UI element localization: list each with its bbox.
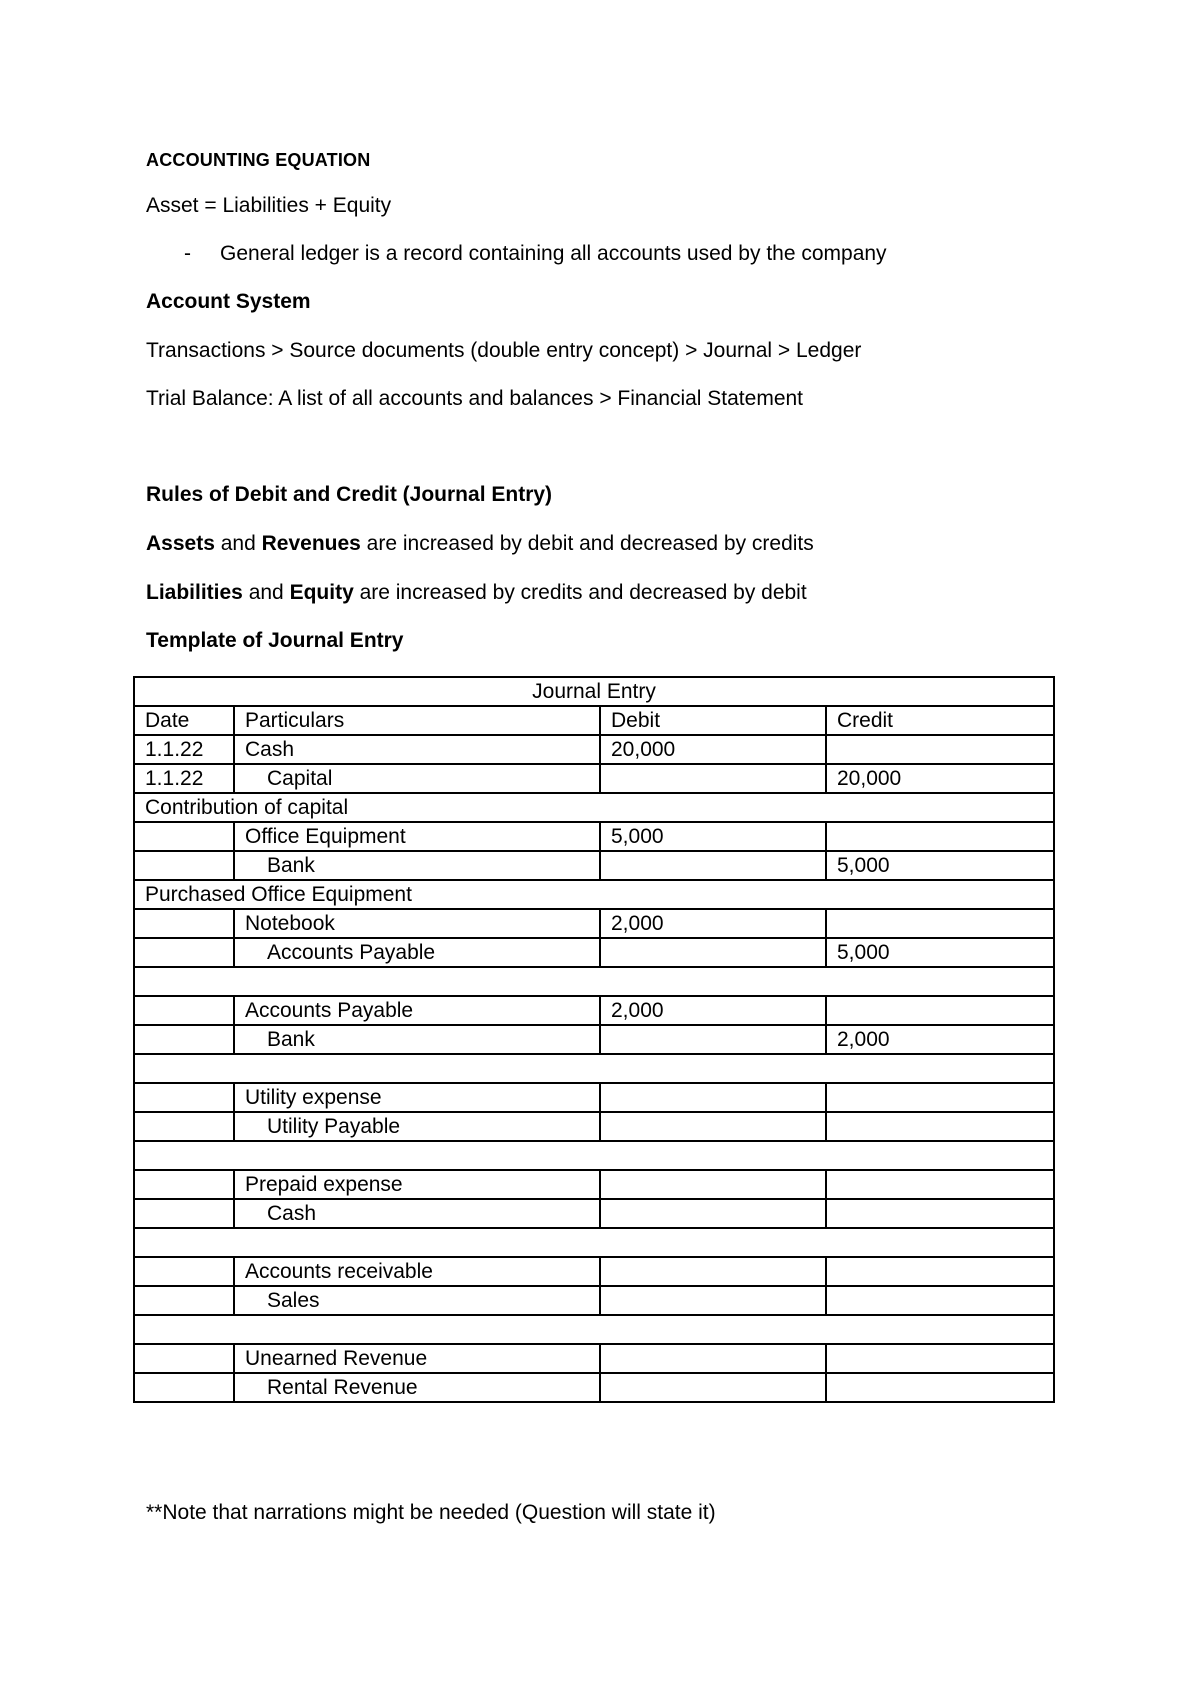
particulars-cell: Bank xyxy=(234,851,600,880)
rules-line-assets xyxy=(146,531,814,557)
rules-line-liabilities-text-2: are increased by credits and decreased by debit xyxy=(353,581,807,604)
header-particulars: Particulars xyxy=(234,706,600,735)
debit-cell xyxy=(600,938,826,967)
date-cell: 1.1.22 xyxy=(134,735,234,764)
narration-row xyxy=(134,1228,1054,1257)
particulars-cell: Sales xyxy=(234,1286,600,1315)
credit-cell: 2,000 xyxy=(826,1025,1054,1054)
table-row xyxy=(134,1025,1054,1054)
rules-line-assets-text-1: and xyxy=(214,532,262,555)
table-row xyxy=(134,1083,1054,1112)
narration-row xyxy=(134,1315,1054,1344)
table-row xyxy=(134,822,1054,851)
date-cell xyxy=(134,1199,234,1228)
table-row xyxy=(134,1112,1054,1141)
table-row xyxy=(134,764,1054,793)
date-cell xyxy=(134,1170,234,1199)
particulars-cell: Utility expense xyxy=(234,1083,600,1112)
date-cell xyxy=(134,851,234,880)
particulars-cell: Accounts Payable xyxy=(234,938,600,967)
date-cell: 1.1.22 xyxy=(134,764,234,793)
credit-cell: 5,000 xyxy=(826,851,1054,880)
date-cell xyxy=(134,938,234,967)
rules-line-assets-bold-2: Revenues xyxy=(261,532,361,555)
credit-cell xyxy=(826,909,1054,938)
page-heading: ACCOUNTING EQUATION xyxy=(146,150,371,170)
date-cell xyxy=(134,1257,234,1286)
bullet-dash: - xyxy=(184,242,191,265)
date-cell xyxy=(134,1083,234,1112)
bullet-text: General ledger is a record containing all accounts used by the company xyxy=(220,242,887,265)
date-cell xyxy=(134,909,234,938)
date-cell xyxy=(134,1025,234,1054)
debit-cell xyxy=(600,1083,826,1112)
rules-line-assets-text-2: are increased by debit and decreased by credits xyxy=(360,532,814,555)
narration-row xyxy=(134,880,1054,909)
table-row xyxy=(134,909,1054,938)
table-row xyxy=(134,1257,1054,1286)
credit-cell xyxy=(826,1257,1054,1286)
rules-line-liabilities-text-1: and xyxy=(242,581,290,604)
date-cell xyxy=(134,1286,234,1315)
table-row xyxy=(134,1170,1054,1199)
particulars-cell: Accounts receivable xyxy=(234,1257,600,1286)
rules-line-liabilities-bold-2: Equity xyxy=(289,581,354,604)
debit-cell xyxy=(600,764,826,793)
narration-row xyxy=(134,793,1054,822)
credit-cell: 5,000 xyxy=(826,938,1054,967)
equation-text: Asset = Liabilities + Equity xyxy=(146,194,392,217)
particulars-cell: Office Equipment xyxy=(234,822,600,851)
narration-cell xyxy=(134,967,1054,996)
narration-row xyxy=(134,1054,1054,1083)
debit-cell xyxy=(600,851,826,880)
narration-cell: Purchased Office Equipment xyxy=(134,880,1054,909)
narration-cell xyxy=(134,1054,1054,1083)
debit-cell xyxy=(600,1257,826,1286)
particulars-cell: Cash xyxy=(234,735,600,764)
particulars-cell: Capital xyxy=(234,764,600,793)
particulars-cell: Prepaid expense xyxy=(234,1170,600,1199)
particulars-cell: Bank xyxy=(234,1025,600,1054)
credit-cell xyxy=(826,1286,1054,1315)
date-cell xyxy=(134,1112,234,1141)
rules-line-assets-bold-1: Assets xyxy=(146,532,215,555)
credit-cell xyxy=(826,996,1054,1025)
narration-row xyxy=(134,1141,1054,1170)
template-title: Template of Journal Entry xyxy=(146,629,404,652)
table-row xyxy=(134,1286,1054,1315)
journal-entry-table xyxy=(133,676,1055,1403)
debit-cell xyxy=(600,1344,826,1373)
journal-header-row xyxy=(134,706,1054,735)
narration-cell xyxy=(134,1228,1054,1257)
date-cell xyxy=(134,1373,234,1402)
particulars-cell: Notebook xyxy=(234,909,600,938)
footer-note: **Note that narrations might be needed (Question will state it) xyxy=(146,1501,716,1524)
rules-line-liabilities-bold-1: Liabilities xyxy=(146,581,243,604)
table-row xyxy=(134,735,1054,764)
table-row xyxy=(134,1344,1054,1373)
debit-cell xyxy=(600,1199,826,1228)
rules-title: Rules of Debit and Credit (Journal Entry) xyxy=(146,483,553,506)
trial-balance-text: Trial Balance: A list of all accounts and balances > Financial Statement xyxy=(146,387,804,410)
debit-cell xyxy=(600,1112,826,1141)
credit-cell xyxy=(826,1083,1054,1112)
table-row xyxy=(134,1199,1054,1228)
particulars-cell: Unearned Revenue xyxy=(234,1344,600,1373)
account-system-flow: Transactions > Source documents (double entry concept) > Journal > Ledger xyxy=(146,339,862,362)
credit-cell xyxy=(826,1170,1054,1199)
particulars-cell: Rental Revenue xyxy=(234,1373,600,1402)
journal-title-row xyxy=(134,677,1054,706)
narration-cell: Contribution of capital xyxy=(134,793,1054,822)
credit-cell xyxy=(826,1373,1054,1402)
debit-cell: 5,000 xyxy=(600,822,826,851)
journal-title: Journal Entry xyxy=(134,677,1054,706)
header-debit: Debit xyxy=(600,706,826,735)
credit-cell: 20,000 xyxy=(826,764,1054,793)
narration-cell xyxy=(134,1315,1054,1344)
debit-cell xyxy=(600,1170,826,1199)
table-row xyxy=(134,851,1054,880)
date-cell xyxy=(134,1344,234,1373)
narration-cell xyxy=(134,1141,1054,1170)
date-cell xyxy=(134,822,234,851)
credit-cell xyxy=(826,1112,1054,1141)
credit-cell xyxy=(826,735,1054,764)
table-row xyxy=(134,1373,1054,1402)
credit-cell xyxy=(826,1344,1054,1373)
debit-cell xyxy=(600,1025,826,1054)
debit-cell: 2,000 xyxy=(600,996,826,1025)
table-row xyxy=(134,996,1054,1025)
credit-cell xyxy=(826,822,1054,851)
header-date: Date xyxy=(134,706,234,735)
debit-cell xyxy=(600,1286,826,1315)
particulars-cell: Utility Payable xyxy=(234,1112,600,1141)
credit-cell xyxy=(826,1199,1054,1228)
account-system-title: Account System xyxy=(146,290,311,313)
header-credit: Credit xyxy=(826,706,1054,735)
particulars-cell: Accounts Payable xyxy=(234,996,600,1025)
narration-row xyxy=(134,967,1054,996)
date-cell xyxy=(134,996,234,1025)
debit-cell: 20,000 xyxy=(600,735,826,764)
particulars-cell: Cash xyxy=(234,1199,600,1228)
debit-cell: 2,000 xyxy=(600,909,826,938)
debit-cell xyxy=(600,1373,826,1402)
rules-line-liabilities xyxy=(146,580,807,606)
table-row xyxy=(134,938,1054,967)
